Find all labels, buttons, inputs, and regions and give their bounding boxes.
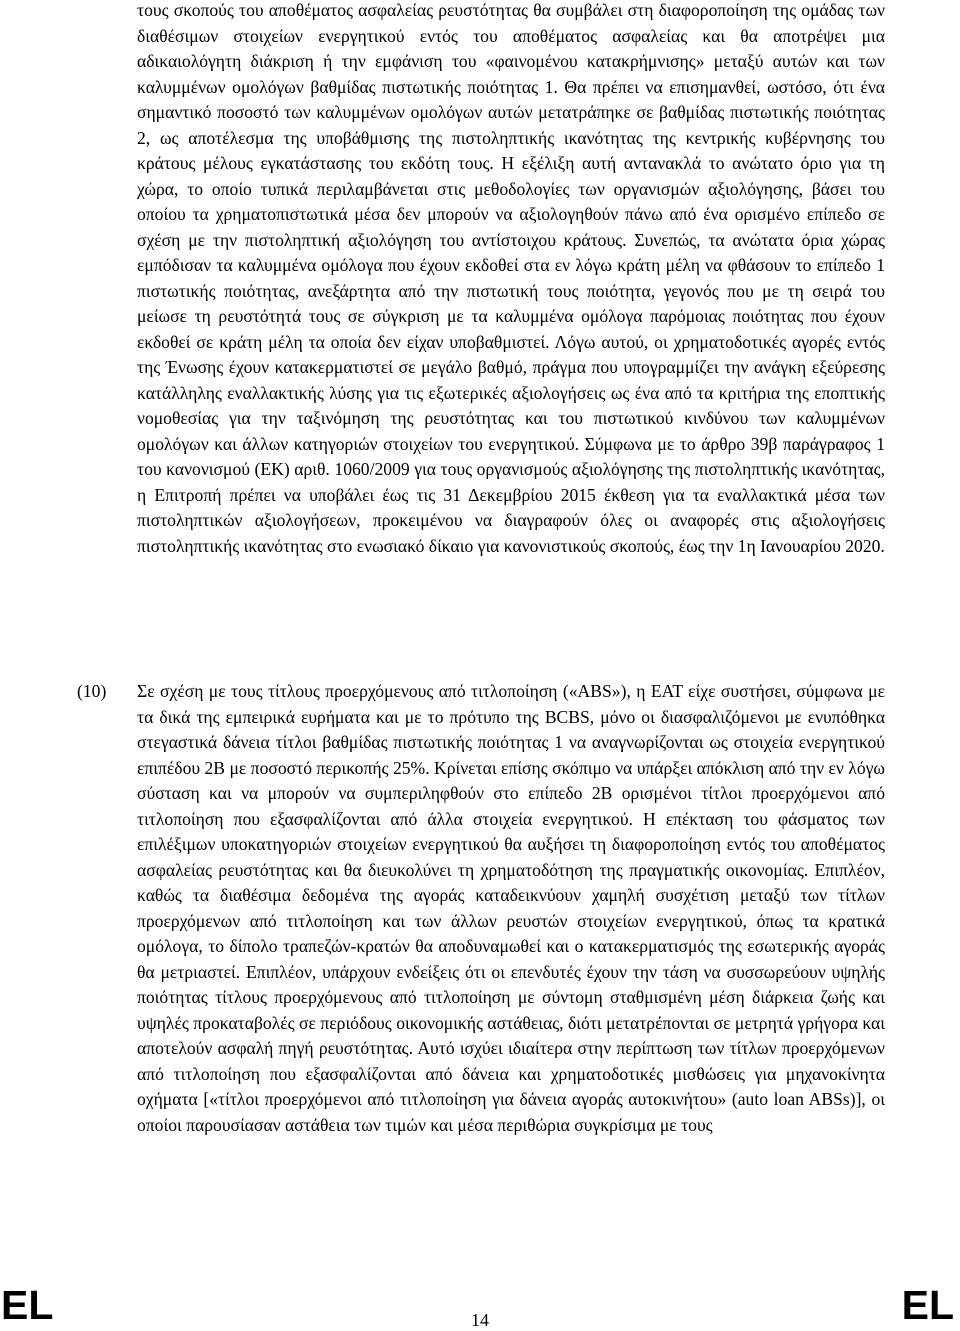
footer-language-left: EL [1, 1282, 54, 1328]
paragraph-continued: τους σκοπούς του αποθέματος ασφαλείας ρευστότητας θα συμβάλει στη διαφοροποίηση της ομάδας των διαθέσιμων στοιχείων ενεργητικού εντός του αποθέματος ασφαλείας και θα αποτρέψει μια αδικαιολόγητη διάκριση ή την εμφάνιση του «φαινομένου κατακρήμνισης» μεταξύ αυτών και των καλυμμένων ομολόγων βαθμίδας πιστωτικής ποιότητας 1. Θα πρέπει να επισημανθεί, ωστόσο, ότι ένα σημαντικό ποσοστό των καλυμμένων ομολόγων αυτών μετατράπηκε σε βαθμίδας πιστωτικής ποιότητας 2, ως αποτέλεσμα της υποβάθμισης της πιστοληπτικής ικανότητας της κεντρικής κυβέρνησης του κράτους μέλους εγκατάστασης του εκδότη τους. Η εξέλιξη αυτή αντανακλά το ανώτατο όριο για τη χώρα, το οποίο τυπικά περιλαμβάνεται στις μεθοδολογίες των οργανισμών αξιολόγησης, βάσει του οποίου τα χρηματοπιστωτικά μέσα δεν μπορούν να αξιολογηθούν πάνω από ένα ορισμένο επίπεδο σε σχέση με την πιστοληπτική αξιολόγηση του αντίστοιχου κράτους. Συνεπώς, τα ανώτατα όρια χώρας εμπόδισαν τα καλυμμένα ομόλογα που έχουν εκδοθεί στα εν λόγω κράτη μέλη να φθάσουν το επίπεδο 1 πιστωτικής ποιότητας, ανεξάρτητα από την πιστωτική τους ποιότητα, γεγονός που με τη σειρά του μείωσε τη ρευστότητά τους σε σύγκριση με τα καλυμμένα ομόλογα παρόμοιας ποιότητας που έχουν εκδοθεί σε κράτη μέλη τα οποία δεν είχαν υποβαθμιστεί. Λόγω αυτού, οι χρηματοδοτικές αγορές εντός της Ένωσης έχουν κατακερματιστεί σε μεγάλο βαθμό, πράγμα που υπογραμμίζει την ανάγκη εξεύρεσης κατάλληλης εναλλακτικής λύσης για τις εξωτερικές αξιολογήσεις ως ένα από τα κριτήρια της εποπτικής νομοθεσίας για την ταξινόμηση της ρευστότητας και του πιστωτικού κινδύνου των καλυμμένων ομολόγων και άλλων κατηγοριών στοιχείων του ενεργητικού. Σύμφωνα με το άρθρο 39β παράγραφος 1 του κανονισμού (ΕΚ) αριθ. 1060/2009 για τους οργανισμούς αξιολόγησης της πιστοληπτικής ικανότητας, η Επιτροπή πρέπει να υποβάλει έως τις 31 Δεκεμβρίου 2015 έκθεση για τα εναλλακτικά μέσα των πιστοληπτικών αξιολογήσεων, προκειμένου να διαγραφούν όλες οι αναφορές στις αξιολογήσεις πιστοληπτικής ικανότητας στο ενωσιακό δίκαιο για κανονιστικούς σκοπούς, έως την 1η Ιανουαρίου 2020. [137, 0, 885, 556]
page-number: 14 [471, 1310, 489, 1330]
footer-language-right: EL [901, 1282, 954, 1328]
paragraph-10: Σε σχέση με τους τίτλους προερχόμενους από τιτλοποίηση («ABS»), η ΕΑΤ είχε συστήσει, σύμφωνα με τα δικά της εμπειρικά ευρήματα και με το πρότυπο της BCBS, μόνο οι διασφαλιζόμενοι με ενυπόθηκα στεγαστικά δάνεια τίτλοι βαθμίδας πιστωτικής ποιότητας 1 να αναγνωρίζονται ως στοιχεία ενεργητικού επιπέδου 2Β με ποσοστό περικοπής 25%. Κρίνεται επίσης σκόπιμο να υπάρξει απόκλιση από την εν λόγω σύσταση και να μπορούν να συμπεριληφθούν στο επίπεδο 2Β ορισμένοι τίτλοι προερχόμενοι από τιτλοποίηση που εξασφαλίζονται από άλλα στοιχεία ενεργητικού. Η επέκταση του φάσματος των επιλέξιμων υποκατηγοριών στοιχείων ενεργητικού θα αυξήσει τη διαφοροποίηση εντός του αποθέματος ασφαλείας ρευστότητας και θα διευκολύνει τη χρηματοδότηση της πραγματικής οικονομίας. Επιπλέον, καθώς τα διαθέσιμα δεδομένα της αγοράς καταδεικνύουν χαμηλή συσχέτιση μεταξύ των τίτλων προερχόμενων από τιτλοποίηση και των άλλων ρευστών στοιχείων ενεργητικού, όπως τα κρατικά ομόλογα, το δίπολο τραπεζών-κρατών θα αποδυναμωθεί και ο κατακερματισμός της εσωτερικής αγοράς θα μετριαστεί. Επιπλέον, υπάρχουν ενδείξεις ότι οι επενδυτές έχουν την τάση να συσσωρεύουν υψηλής ποιότητας τίτλους προερχόμενους από τιτλοποίηση με σύντομη σταθμισμένη μέση διάρκεια ζωής και υψηλές προκαταβολές σε περιόδους οικονομικής αστάθειας, διότι μετατρέπονται σε μετρητά γρήγορα και αποτελούν ασφαλή πηγή ρευστότητας. Αυτό ισχύει ιδιαίτερα στην περίπτωση των τίτλων προερχόμενων από τιτλοποίηση που εξασφαλίζονται από δάνεια και χρηματοδοτικές μισθώσεις για μηχανοκίνητα οχήματα [«τίτλοι προερχόμενοι από τιτλοποίηση για δάνεια αγοράς αυτοκινήτου» (auto loan ABSs)], οι οποίοι παρουσίασαν αστάθεια των τιμών και μέσα περιθώρια συγκρίσιμα με τους [137, 681, 885, 1135]
paragraph-number-10: (10) [77, 681, 107, 701]
